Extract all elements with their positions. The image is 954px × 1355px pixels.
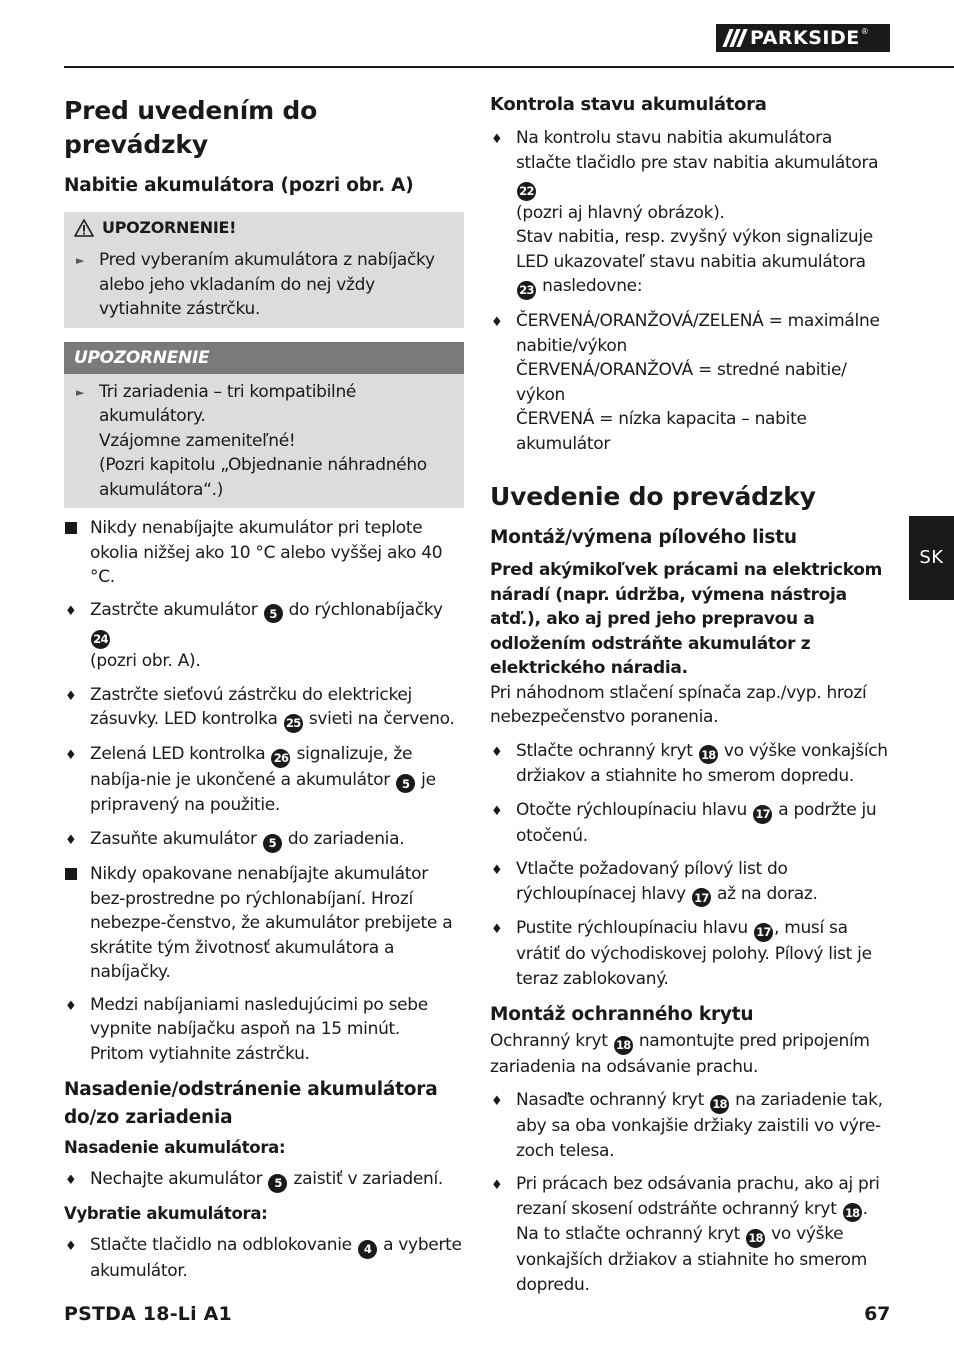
part-number-badge: 18 [614,1036,633,1055]
guard-heading: Montáž ochranného krytu [490,1004,754,1025]
part-number-badge: 18 [746,1229,765,1248]
note-box [64,342,464,509]
warning-box [64,212,464,328]
diamond-bullet-icon: ♦ [65,747,77,763]
right-column [490,90,890,1297]
note-title: UPOZORNENIE [74,347,210,368]
note-box-header [64,342,464,374]
diamond-bullet-icon: ♦ [491,132,503,147]
diamond-bullet-icon: ♦ [491,803,503,819]
list-item: ♦ Zastrčte akumulátor 5 do rýchlonabíjačky 24 (pozri obr. A). [65,599,443,671]
list-item: ♦ Zastrčte sieťovú zástrčku do elektrickej zásuvky. LED kontrolka 25 svieti na červeno. [64,683,464,733]
list-item: Nikdy nenabíjajte akumulátor pri teplote okolia nižšej ako 10 °C alebo vyššej ako 40 °C. [64,516,464,590]
part-number-badge: 22 [517,182,536,201]
diamond-bullet-icon: ♦ [65,998,77,1014]
mount-heading: Nasadenie/odstránenie akumulátora do/zo zariadenia [64,1079,438,1129]
square-bullet-icon [65,522,77,534]
blade-warning: Pri náhodnom stlačení spínača zap./vyp. hrozí nebezpečenstvo poranenia. [490,682,867,727]
part-number-badge: 5 [264,604,283,623]
warning-box-header [64,212,464,244]
blade-warning-bold: Pred akýmikoľvek prácami na elektrickom náradí (napr. údržba, výmena nástroja atď.), ako aj pred jeho prepravou a odložením odstráňte akumulátor z elektrického náradia. [490,560,883,678]
list-item: ♦ Zasuňte akumulátor 5 do zariadenia. [64,827,464,854]
list-item: ♦ Pri prácach bez odsávania prachu, ako aj pri rezaní skosení odstráňte ochranný kryt 18 . Na to stlačte ochranný kryt 18 vo výške vonkajších držiakov a stiahnite ho smerom dopredu. [491,1174,880,1295]
arrow-bullet-icon: ► [76,385,85,399]
header-rule [64,66,954,68]
logo-stripes-icon [716,24,750,52]
list-item: ♦ ČERVENÁ/ORANŽOVÁ/ZELENÁ = maximálne nabitie/výkon ČERVENÁ/ORANŽOVÁ = stredné nabitie/ výkon ČERVENÁ = nízka kapacita – nabite akumulátor [491,311,880,454]
list-item: ♦ Nasaďte ochranný kryt 18 na zariadenie tak, aby sa oba vonkajšie držiaky zaistili vo výre-zoch telesa. [491,1090,883,1161]
diamond-bullet-icon: ♦ [65,1173,77,1189]
part-number-badge: 18 [699,745,718,764]
part-number-badge: 26 [271,749,290,768]
part-number-badge: 5 [396,774,415,793]
diamond-bullet-icon: ♦ [491,1094,503,1110]
part-number-badge: 18 [710,1095,729,1114]
charging-heading: Nabitie akumulátora (pozri obr. A) [64,175,414,196]
page-number: 67 [864,1303,890,1325]
list-item: ♦ Otočte rýchloupínaciu hlavu 17 a podržte ju otočenú. [491,799,877,846]
list-item: ♦ Medzi nabíjaniami nasledujúcimi po sebe vypnite nabíjačku aspoň na 15 minút. Pritom vytiahnite zástrčku. [65,994,428,1064]
part-number-badge: 5 [263,834,282,853]
brand-name: PARKSIDE [750,27,860,49]
section-title: Pred uvedením do prevádzky [64,96,318,159]
blade-heading: Montáž/výmena pílového listu [490,527,797,548]
part-number-badge: 4 [358,1240,377,1259]
part-number-badge: 5 [268,1174,287,1193]
part-number-badge: 23 [517,281,536,300]
diamond-bullet-icon: ♦ [491,315,503,330]
mount-label: Nasadenie akumulátora: [64,1138,286,1158]
diamond-bullet-icon: ♦ [65,1238,77,1254]
list-item: ♦ Vtlačte požadovaný pílový list do rýchloupínacej hlavy 17 až na doraz. [490,857,890,907]
list-item: ♦ Zelená LED kontrolka 26 signalizuje, že nabíja-nie je ukončené a akumulátor 5 je pripravený na použitie. [65,743,436,816]
left-column [64,90,464,1283]
list-item: ♦ Na kontrolu stavu nabitia akumulátora stlačte tlačidlo pre stav nabitia akumulátora 22 (pozri aj hlavný obrázok). Stav nabitia, resp. zvyšný výkon signalizuje LED ukazovateľ stavu nabitia akumulátora 23 nasledovne: [490,126,890,300]
warning-item: ► Pred vyberaním akumulátora z nabíjačky alebo jeho vkladaním do nej vždy vytiahnite zástrčku. [64,244,464,322]
parkside-logo [716,24,890,52]
registered-mark: ® [860,27,869,36]
diamond-bullet-icon: ♦ [491,744,503,760]
part-number-badge: 25 [284,714,303,733]
section-title-2: Uvedenie do prevádzky [490,482,816,511]
list-item: ♦ Stlačte tlačidlo na odblokovanie 4 a vyberte akumulátor. [65,1234,462,1281]
status-heading: Kontrola stavu akumulátora [490,94,767,115]
remove-label: Vybratie akumulátora: [64,1203,268,1223]
diamond-bullet-icon: ♦ [65,603,77,619]
list-item: ♦ Stlačte ochranný kryt 18 vo výške vonkajších držiakov a stiahnite ho smerom dopredu. [491,740,888,787]
list-item: Nikdy opakovane nenabíjajte akumulátor bez-prostredne po rýchlonabíjaní. Hrozí nebezpe-čenstvo, že akumulátor prebijete a skrátite tým životnosť akumulátora a nabíjačky. [64,862,464,985]
part-number-badge: 17 [692,888,711,907]
part-number-badge: 18 [843,1203,862,1222]
part-number-badge: 24 [91,630,110,649]
note-item: ► Tri zariadenia – tri kompatibilné akumulátory. Vzájomne zameniteľné! (Pozri kapitolu „Objednanie náhradného akumulátora“.) [64,374,464,503]
list-item: ♦ Nechajte akumulátor 5 zaistiť v zariadení. [64,1167,464,1194]
square-bullet-icon [65,868,77,880]
guard-intro: Ochranný kryt 18 namontujte pred pripojením zariadenia na odsávanie prachu. [490,1031,870,1077]
diamond-bullet-icon: ♦ [65,832,77,848]
diamond-bullet-icon: ♦ [491,1178,503,1193]
diamond-bullet-icon: ♦ [65,688,77,704]
warning-title: UPOZORNENIE! [102,218,237,237]
warning-triangle-icon [74,219,96,237]
diamond-bullet-icon: ♦ [491,922,503,938]
part-number-badge: 17 [753,805,772,824]
arrow-bullet-icon: ► [76,254,85,267]
diamond-bullet-icon: ♦ [491,863,503,878]
footer-model: PSTDA 18-Li A1 [64,1303,232,1325]
language-tab: SK [909,516,954,600]
part-number-badge: 17 [754,923,773,942]
list-item: ♦ Pustite rýchloupínaciu hlavu 17 , musí sa vrátiť do východiskovej polohy. Pílový list je teraz zablokovaný. [491,918,872,989]
